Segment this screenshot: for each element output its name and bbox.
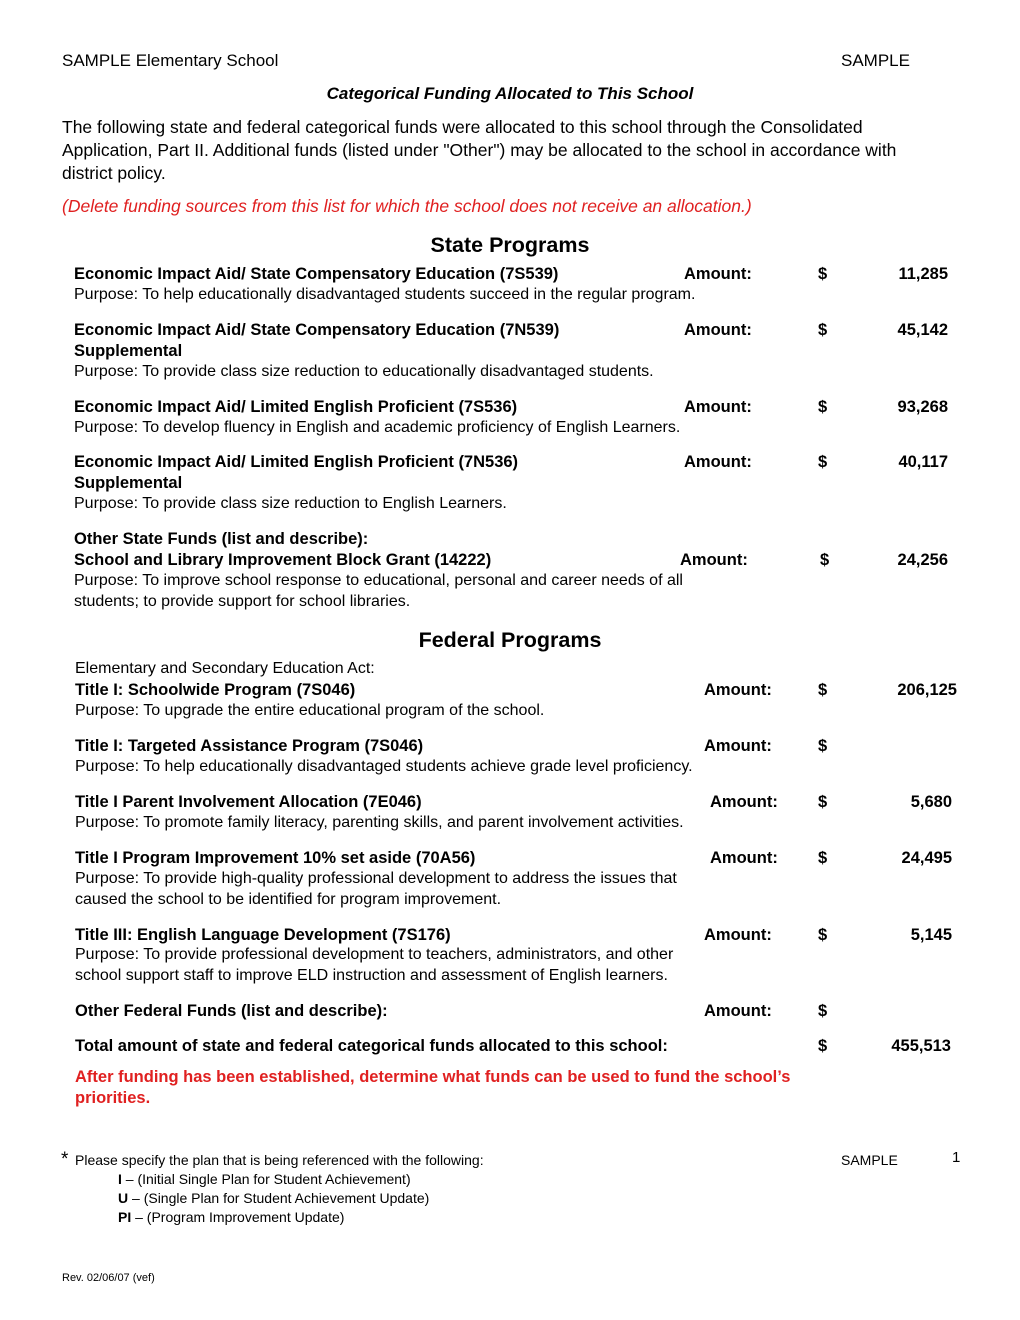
esea-label: Elementary and Secondary Education Act: — [75, 660, 375, 677]
state-item-amount: 24,256 — [897, 551, 948, 569]
dollar-sign: $ — [818, 793, 828, 811]
state-item-purpose-cont: students; to provide support for school libraries. — [74, 593, 411, 610]
state-item-purpose: Purpose: To provide class size reduction to English Learners. — [74, 495, 507, 512]
plan-code-desc: – (Program Improvement Update) — [131, 1209, 345, 1225]
revision-note: Rev. 02/06/07 (vef) — [62, 1272, 155, 1284]
amount-label: Amount: — [710, 849, 778, 867]
state-item-subname: Supplemental — [74, 342, 183, 360]
amount-label: Amount: — [680, 551, 748, 569]
state-item-purpose: Purpose: To help educationally disadvantaged students succeed in the regular program. — [74, 286, 696, 303]
federal-item-name: Title I: Schoolwide Program (7S046) — [75, 681, 356, 699]
federal-item-amount: 5,145 — [910, 926, 952, 944]
plan-specify-text: Please specify the plan that is being referenced with the following: — [75, 1152, 484, 1168]
plan-code-line — [118, 1190, 429, 1206]
state-item-name: Economic Impact Aid/ Limited English Proficient (7S536) — [74, 398, 518, 416]
amount-label: Amount: — [684, 398, 752, 416]
state-item-purpose: Purpose: To provide class size reduction to educationally disadvantaged students. — [74, 363, 654, 380]
dollar-sign: $ — [818, 737, 828, 755]
plan-code-line — [118, 1171, 411, 1187]
federal-item-purpose: Purpose: To upgrade the entire educational program of the school. — [75, 702, 545, 719]
amount-label: Amount: — [704, 737, 772, 755]
federal-item-purpose: Purpose: To help educationally disadvantaged students achieve grade level proficiency. — [75, 758, 693, 775]
state-item-amount: 11,285 — [898, 265, 948, 283]
state-item-name: Economic Impact Aid/ State Compensatory Education (7N539) — [74, 321, 560, 339]
plan-code-desc: – (Single Plan for Student Achievement Update) — [128, 1190, 430, 1206]
sample-tag: SAMPLE — [841, 51, 910, 70]
dollar-sign: $ — [818, 681, 828, 699]
federal-item-amount: 24,495 — [901, 849, 952, 867]
dollar-sign: $ — [818, 926, 828, 944]
intro-paragraph: The following state and federal categorical funds were allocated to this school through the Consolidated Application, Part II. Additional funds (listed under "Other") may be allocated to the school in accordance with district policy. — [62, 117, 897, 183]
total-amount: 455,513 — [891, 1037, 951, 1055]
amount-label: Amount: — [684, 321, 752, 339]
other-federal-funds-label: Other Federal Funds (list and describe): — [75, 1002, 388, 1020]
dollar-sign: $ — [818, 321, 828, 339]
plan-code: U — [118, 1190, 129, 1206]
amount-label: Amount: — [704, 1002, 772, 1020]
footer-sample-tag: SAMPLE — [841, 1152, 898, 1168]
federal-item-name: Title I: Targeted Assistance Program (7S046) — [75, 737, 424, 755]
dollar-sign: $ — [818, 1037, 828, 1055]
plan-code: I — [118, 1171, 122, 1187]
federal-item-name: Title I Program Improvement 10% set aside (70A56) — [75, 849, 476, 867]
state-item-purpose: Purpose: To improve school response to educational, personal and career needs of all — [74, 572, 683, 589]
state-item-amount: 45,142 — [897, 321, 948, 339]
dollar-sign: $ — [818, 1002, 828, 1020]
page-number: 1 — [952, 1149, 961, 1166]
federal-item-amount: 206,125 — [897, 681, 957, 699]
federal-item-amount: 5,680 — [910, 793, 952, 811]
dollar-sign: $ — [818, 849, 828, 867]
state-item-amount: 40,117 — [898, 453, 948, 471]
amount-label: Amount: — [704, 926, 772, 944]
amount-label: Amount: — [710, 793, 778, 811]
federal-item-name: Title III: English Language Development (7S176) — [75, 926, 451, 944]
total-label: Total amount of state and federal categorical funds allocated to this school: — [75, 1037, 668, 1055]
state-item-name: School and Library Improvement Block Grant (14222) — [74, 551, 492, 569]
dollar-sign: $ — [818, 265, 828, 283]
dollar-sign: $ — [818, 453, 828, 471]
federal-programs-heading: Federal Programs — [418, 628, 602, 652]
dollar-sign: $ — [820, 551, 830, 569]
after-funding-note-cont: priorities. — [75, 1089, 151, 1107]
state-item-name: Economic Impact Aid/ State Compensatory Education (7S539) — [74, 265, 559, 283]
amount-label: Amount: — [704, 681, 772, 699]
plan-code-line — [118, 1209, 344, 1225]
plan-code-desc: – (Initial Single Plan for Student Achievement) — [121, 1171, 411, 1187]
school-name: SAMPLE Elementary School — [62, 51, 279, 70]
federal-item-purpose-cont: school support staff to improve ELD instruction and assessment of English learners. — [75, 967, 668, 984]
federal-item-purpose-cont: caused the school to be identified for program improvement. — [75, 891, 502, 908]
after-funding-note: After funding has been established, determine what funds can be used to fund the school’s — [75, 1068, 791, 1086]
state-item-purpose: Purpose: To develop fluency in English and academic proficiency of English Learners. — [74, 419, 681, 436]
plan-code: PI — [118, 1209, 132, 1225]
federal-item-purpose: Purpose: To promote family literacy, parenting skills, and parent involvement activities. — [75, 814, 684, 831]
federal-item-name: Title I Parent Involvement Allocation (7E046) — [75, 793, 422, 811]
federal-item-purpose: Purpose: To provide professional development to teachers, administrators, and other — [75, 946, 674, 963]
state-item-amount: 93,268 — [897, 398, 948, 416]
other-state-funds-label: Other State Funds (list and describe): — [74, 530, 369, 548]
state-programs-heading: State Programs — [430, 233, 590, 257]
federal-item-purpose: Purpose: To provide high-quality professional development to address the issues that — [75, 870, 677, 887]
footnote-asterisk: * — [61, 1149, 69, 1170]
delete-note: (Delete funding sources from this list for which the school does not receive an allocation.) — [62, 196, 752, 216]
state-item-subname: Supplemental — [74, 474, 183, 492]
state-item-name: Economic Impact Aid/ Limited English Proficient (7N536) — [74, 453, 519, 471]
amount-label: Amount: — [684, 453, 752, 471]
amount-label: Amount: — [684, 265, 752, 283]
dollar-sign: $ — [818, 398, 828, 416]
page-title: Categorical Funding Allocated to This School — [326, 84, 694, 103]
